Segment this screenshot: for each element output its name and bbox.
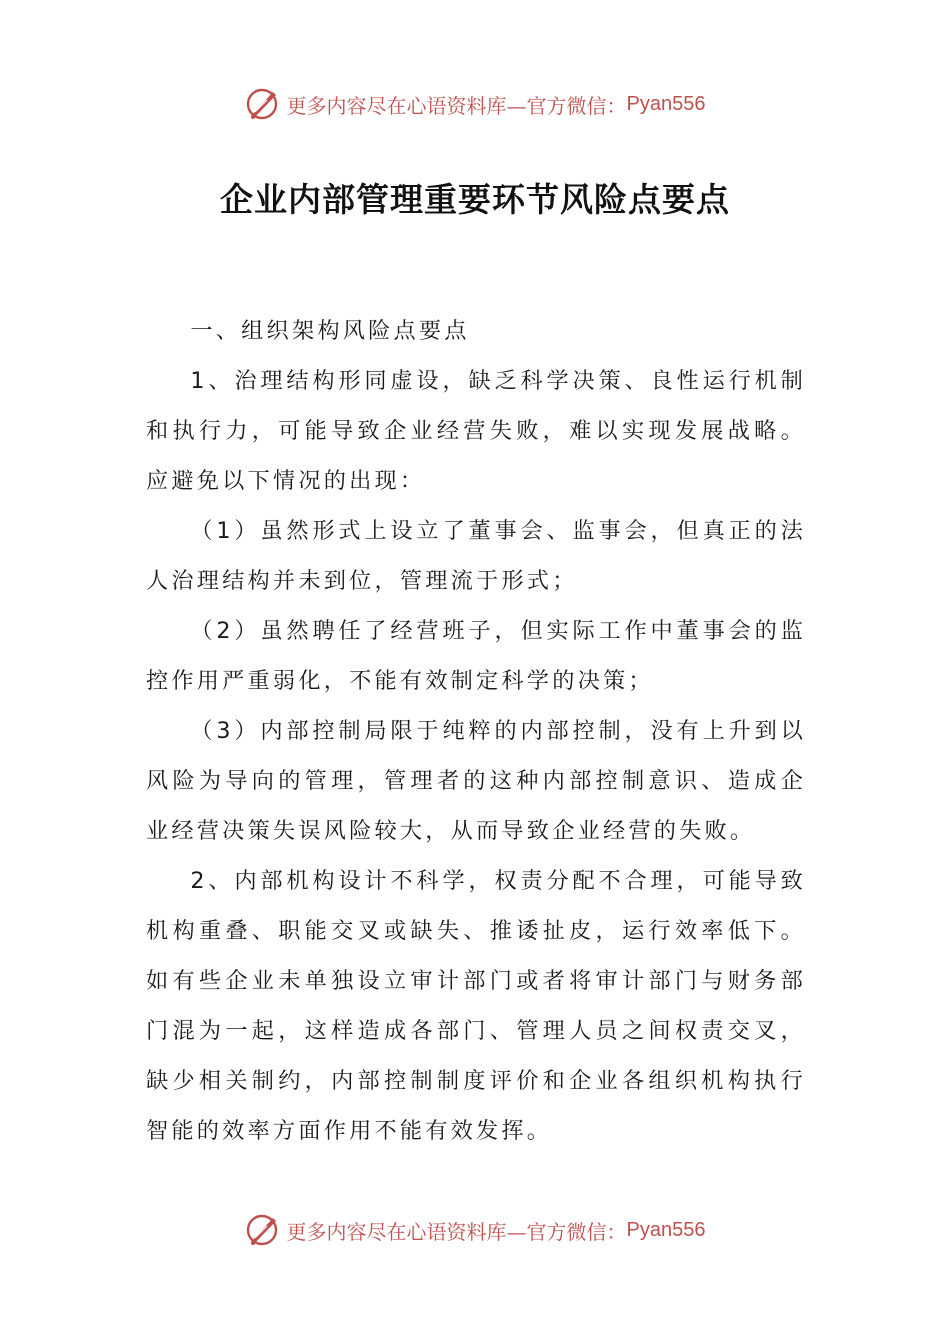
banner-text: 更多内容尽在心语资料库—官方微信： — [286, 93, 627, 118]
paragraph: 2、内部机构设计不科学，权责分配不合理，可能导致机构重叠、职能交叉或缺失、推诿扯皮，运行效率低下。如有些企业未单独设立审计部门或者将审计部门与财务部门混为一起，这样造成各部门、管理人员之间权责交叉，缺少相关制约，内部控制制度评价和企业各组织机构执行智能的效率方面作用不能有效发挥。 — [146, 868, 806, 1144]
footer-banner — [0, 1208, 950, 1252]
header-banner — [0, 82, 950, 126]
banner-wechat-id: Pyan556 — [626, 1218, 706, 1241]
banner-text: 更多内容尽在心语资料库—官方微信： — [286, 1219, 627, 1244]
paragraph: 1、治理结构形同虚设，缺乏科学决策、良性运行机制和执行力，可能导致企业经营失败，难以实现发展战略。应避免以下情况的出现： — [146, 368, 806, 494]
paragraph: （3）内部控制局限于纯粹的内部控制，没有上升到以风险为导向的管理，管理者的这种内部控制意识、造成企业经营决策失误风险较大，从而导致企业经营的失败。 — [146, 718, 806, 844]
document-title: 企业内部管理重要环节风险点要点 — [220, 180, 730, 219]
banner-wechat-id: Pyan556 — [626, 92, 706, 115]
section-heading: 一、组织架构风险点要点 — [190, 318, 470, 344]
quill-pen-logo-icon — [245, 1212, 281, 1248]
paragraph: （2）虽然聘任了经营班子，但实际工作中董事会的监控作用严重弱化，不能有效制定科学的决策； — [146, 618, 806, 694]
paragraph: （1）虽然形式上设立了董事会、监事会，但真正的法人治理结构并未到位，管理流于形式； — [146, 518, 806, 594]
document-body — [146, 306, 806, 1156]
quill-pen-logo-icon — [245, 86, 281, 122]
